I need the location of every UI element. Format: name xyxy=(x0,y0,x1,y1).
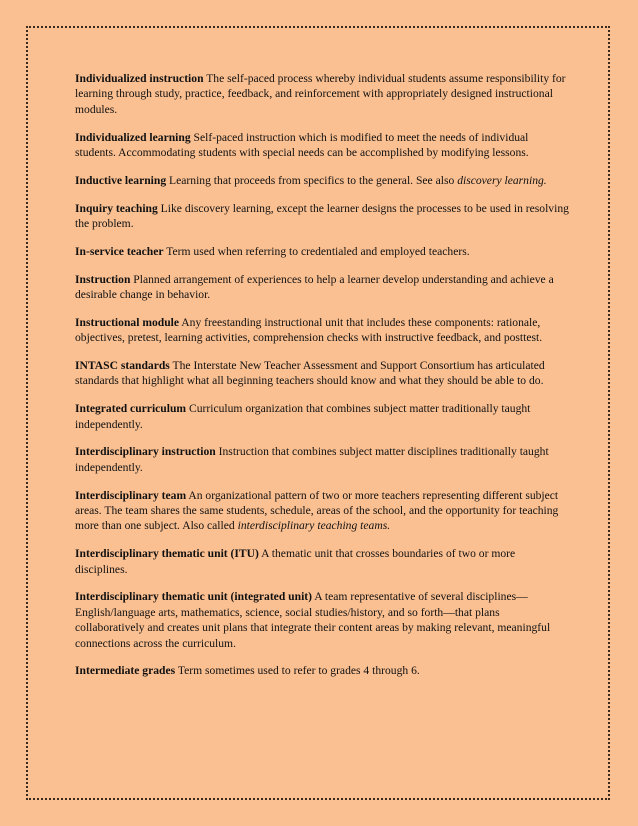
entry-term: Individualized learning xyxy=(75,130,191,144)
entry-term: Individualized instruction xyxy=(75,72,204,85)
entry-definition: The Interstate New Teacher Assessment and Support Consortium has articulated standards that highlight what all beginning teachers should know and what they should be able to do. xyxy=(75,359,545,388)
glossary-entry xyxy=(75,358,570,389)
glossary-entry xyxy=(75,272,570,303)
entry-term: In-service teacher xyxy=(75,244,164,258)
entry-term: INTASC standards xyxy=(75,359,170,373)
entry-cross-reference: discovery learning. xyxy=(457,173,547,187)
glossary-entry xyxy=(75,589,570,651)
glossary-entry xyxy=(75,130,570,161)
entry-term: Instruction xyxy=(75,272,131,286)
entry-term: Interdisciplinary team xyxy=(75,488,187,502)
entry-definition: Planned arrangement of experiences to help a learner develop understanding and achieve a desirable change in behavior. xyxy=(75,272,554,302)
entry-term: Integrated curriculum xyxy=(75,402,187,416)
glossary-entry xyxy=(75,401,570,432)
glossary-entry xyxy=(75,71,570,117)
entry-term: Interdisciplinary instruction xyxy=(75,445,216,459)
entry-term: Intermediate grades xyxy=(75,664,176,678)
entry-definition: Self-paced instruction which is modified to meet the needs of individual students. Accommodating students with special needs can be accomplished by modifying lessons. xyxy=(75,130,529,160)
entry-term: Inductive learning xyxy=(75,173,167,187)
entry-definition: Instruction that combines subject matter disciplines traditionally taught independently. xyxy=(75,445,549,474)
entry-definition: The self-paced process whereby individual students assume responsibility for learning through study, practice, feedback, and reinforcement with appropriately designed instructional modules. xyxy=(75,72,566,116)
entry-definition: An organizational pattern of two or more teachers representing different subject areas. The team shares the same students, schedule, areas of the school, and the opportunity for teaching more than one subject. Also called xyxy=(75,488,559,533)
entry-term: Interdisciplinary thematic unit (integrated unit) xyxy=(75,590,313,604)
entry-cross-reference: interdisciplinary teaching teams. xyxy=(237,519,391,533)
entry-definition: Term sometimes used to refer to grades 4 through 6. xyxy=(175,664,420,678)
glossary xyxy=(75,71,570,691)
entry-definition: Curriculum organization that combines subject matter traditionally taught independently. xyxy=(75,402,531,431)
entry-definition: Learning that proceeds from specifics to the general. See also xyxy=(166,173,458,187)
glossary-entry xyxy=(75,173,570,188)
entry-definition: Like discovery learning, except the learner designs the processes to be used in resolving the problem. xyxy=(75,201,569,231)
entry-definition: A thematic unit that crosses boundaries of two or more disciplines. xyxy=(75,547,516,576)
entry-definition: A team representative of several disciplines—English/language arts, mathematics, science, social studies/history, and so forth—that plans collaboratively and creates unit plans that integrate their content areas by making relevant, meaningful connections across the curriculum. xyxy=(75,590,551,650)
glossary-entry xyxy=(75,663,570,678)
glossary-entry xyxy=(75,244,570,259)
glossary-entry xyxy=(75,201,570,232)
entry-definition: Any freestanding instructional unit that includes these components: rationale, objectives, pretest, learning activities, comprehension checks with instructive feedback, and posttest. xyxy=(75,315,543,345)
entry-term: Interdisciplinary thematic unit (ITU) xyxy=(75,547,259,561)
glossary-entry xyxy=(75,444,570,475)
entry-term: Instructional module xyxy=(75,315,180,329)
entry-term: Inquiry teaching xyxy=(75,201,158,215)
glossary-entry xyxy=(75,488,570,534)
glossary-entry xyxy=(75,315,570,346)
entry-definition: Term used when referring to credentialed and employed teachers. xyxy=(163,244,470,258)
glossary-entry xyxy=(75,546,570,577)
